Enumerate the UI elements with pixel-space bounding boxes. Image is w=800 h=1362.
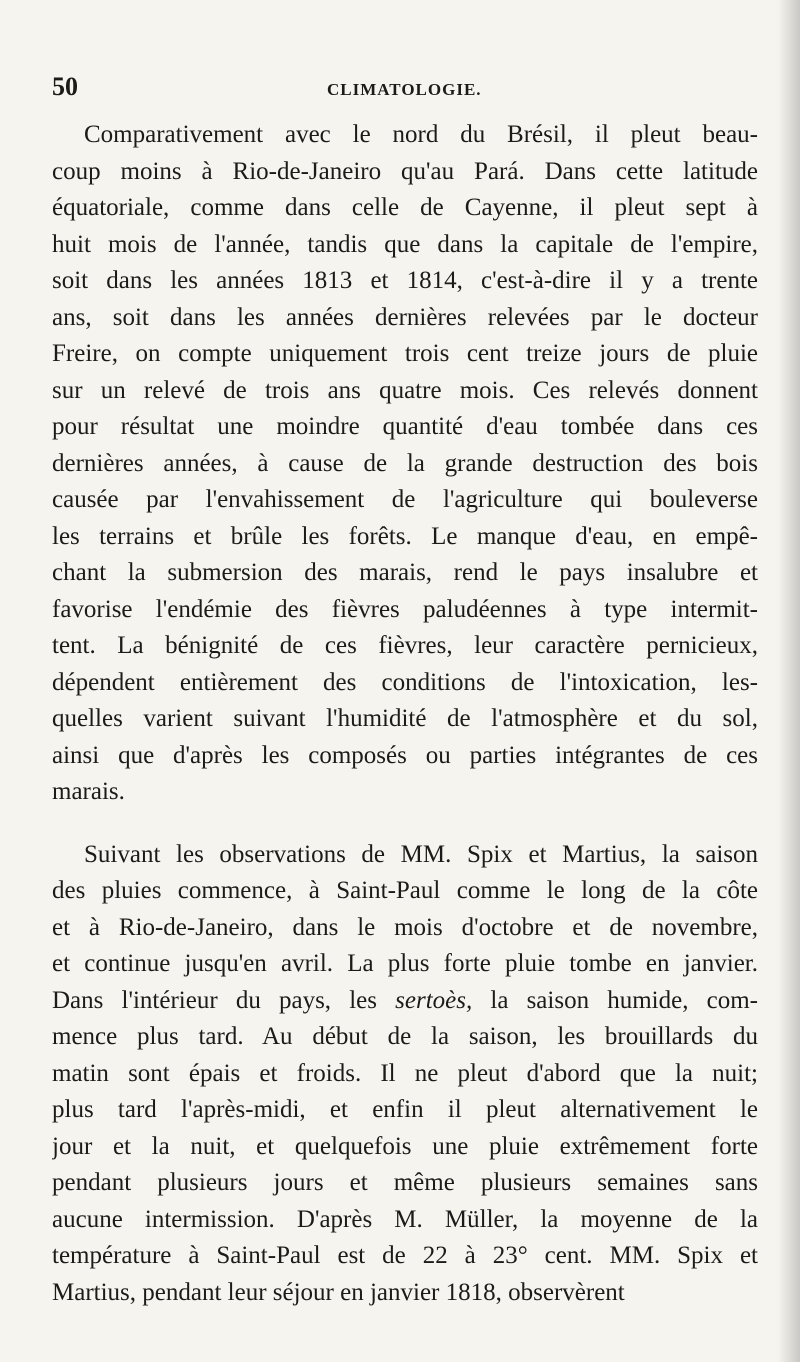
text-line: dépendent entièrement des conditions de l'intoxication, les- bbox=[52, 668, 758, 696]
text-line: matin sont épais et froids. Il ne pleut d'abord que la nuit; bbox=[52, 1059, 758, 1087]
text-line: mence plus tard. Au début de la saison, les brouillards du bbox=[52, 1023, 758, 1050]
page-edge-shadow bbox=[778, 0, 800, 1362]
text-line: huit mois de l'année, tandis que dans la capitale de l'empire, bbox=[52, 230, 758, 258]
text-line: coup moins à Rio-de-Janeiro qu'au Pará. Dans cette latitude bbox=[52, 157, 758, 185]
text-line: aucune intermission. D'après M. Müller, la moyenne de la bbox=[52, 1205, 758, 1233]
text-line: chant la submersion des marais, rend le pays insalubre et bbox=[52, 559, 758, 586]
text-segment: la saison humide, com- bbox=[490, 986, 758, 1014]
text-line: ainsi que d'après les composés ou parties intégrantes de ces bbox=[52, 741, 758, 769]
text-line: et à Rio-de-Janeiro, dans le mois d'octobre et de novembre, bbox=[52, 913, 758, 941]
body-text bbox=[52, 117, 758, 1311]
text-line: tent. La bénignité de ces fièvres, leur caractère pernicieux, bbox=[52, 632, 758, 659]
text-line: Comparativement avec le nord du Brésil, il pleut beau- bbox=[84, 121, 758, 148]
text-line: des pluies commence, à Saint-Paul comme le long de la côte bbox=[52, 877, 758, 904]
text-line: température à Saint-Paul est de 22 à 23° cent. MM. Spix et bbox=[52, 1242, 758, 1269]
text-line: soit dans les années 1813 et 1814, c'est-à-dire il y a trente bbox=[52, 267, 758, 294]
paragraph-2 bbox=[52, 837, 758, 1312]
text-line: pendant plusieurs jours et même plusieurs semaines sans bbox=[52, 1169, 758, 1196]
text-line: plus tard l'après-midi, et enfin il pleut alternativement le bbox=[52, 1096, 758, 1123]
page-number: 50 bbox=[52, 72, 78, 101]
text-line: quelles varient suivant l'humidité de l'atmosphère et du sol, bbox=[52, 705, 758, 732]
text-line: sur un relevé de trois ans quatre mois. Ces relevés donnent bbox=[52, 376, 758, 404]
text-line: causée par l'envahissement de l'agriculture qui bouleverse bbox=[52, 486, 758, 513]
text-line: dernières années, à cause de la grande destruction des bois bbox=[52, 449, 758, 477]
text-line: ans, soit dans les années dernières relevées par le docteur bbox=[52, 303, 758, 331]
text-line: favorise l'endémie des fièvres paludéennes à type intermit- bbox=[52, 595, 758, 623]
text-line: Suivant les observations de MM. Spix et Martius, la saison bbox=[84, 840, 758, 868]
text-line: Martius, pendant leur séjour en janvier 1818, observèrent bbox=[52, 1278, 625, 1306]
text-line: marais. bbox=[52, 778, 125, 805]
running-title: CLIMATOLOGIE. bbox=[327, 80, 482, 99]
text-line: les terrains et brûle les forêts. Le manque d'eau, en empê- bbox=[52, 522, 758, 550]
text-line-with-italic bbox=[52, 983, 758, 1020]
italic-term: sertoès, bbox=[395, 986, 473, 1014]
paragraph-1 bbox=[52, 117, 758, 811]
page-header bbox=[52, 72, 758, 108]
text-line: et continue jusqu'en avril. La plus forte pluie tombe en janvier. bbox=[52, 950, 758, 977]
paragraph-gap bbox=[52, 811, 758, 837]
text-segment: Dans l'intérieur du pays, les bbox=[52, 986, 377, 1014]
text-line: jour et la nuit, et quelquefois une pluie extrêmement forte bbox=[52, 1132, 758, 1160]
text-line: pour résultat une moindre quantité d'eau tombée dans ces bbox=[52, 413, 758, 440]
text-line: Freire, on compte uniquement trois cent treize jours de pluie bbox=[52, 340, 758, 367]
text-line: équatoriale, comme dans celle de Cayenne, il pleut sept à bbox=[52, 194, 758, 221]
